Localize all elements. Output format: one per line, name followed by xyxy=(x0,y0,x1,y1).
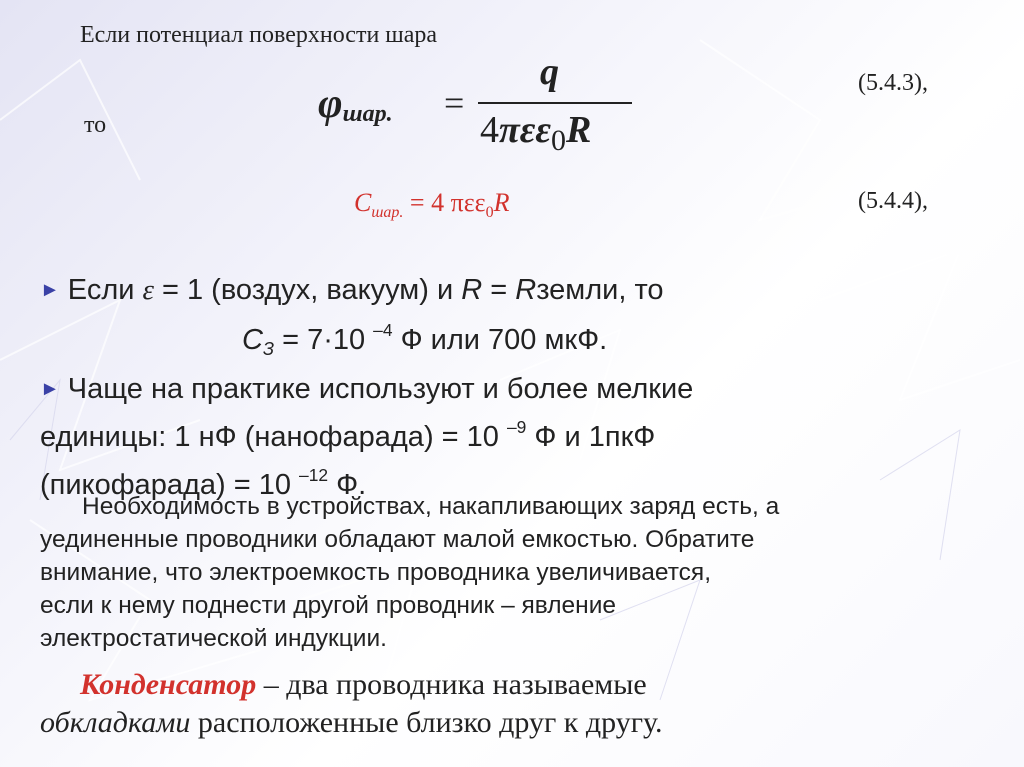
bullet-icon: ► xyxy=(40,279,60,301)
then-word: то xyxy=(84,112,107,138)
paragraph-induction: Необходимость в устройствах, накапливающих заряд есть, а уединенные проводники обладают малой емкостью. Обратите внимание, что электроемкость проводника увеличивается, если к нему поднести другой проводник – явление электростатической индукции. xyxy=(40,493,780,652)
capacitance-formula: $C_{шар.} = 4$ πεε$_0$R xyxy=(354,188,510,221)
equation-number-5-4-3: (5.4.3), xyxy=(858,70,928,96)
phi-symbol: φшар. xyxy=(318,81,393,127)
earth-capacitance: $C_З = 7\cdot 10$ $^{-4}$ Ф или 700 мкФ. xyxy=(242,320,608,360)
bullet-icon: ► xyxy=(40,378,60,400)
formula-equals: = xyxy=(444,83,465,123)
numerator-q: q xyxy=(540,51,559,93)
intro-line: Если потенциал поверхности шара xyxy=(80,22,438,48)
equation-number-5-4-4: (5.4.4), xyxy=(858,188,928,214)
fraction-bar xyxy=(478,102,632,104)
bullet-paragraph-units: ► Чаще на практике используют и более мелкие единицы: 1 нФ (нанофарада) = 10 $^{-9}$ Ф и 1пкФ (пикофарада) = 10 $^{-12}$ Ф. xyxy=(40,373,694,502)
paragraph-capacitor: Конденсатор – два проводника называемые обкладками расположенные близко друг к другу. xyxy=(40,668,663,739)
bullet-paragraph-air: ► Если ε = 1 (воздух, вакуум) и R = Rземли, то xyxy=(40,274,664,306)
denominator: 4πεε$_0$R xyxy=(480,109,592,157)
